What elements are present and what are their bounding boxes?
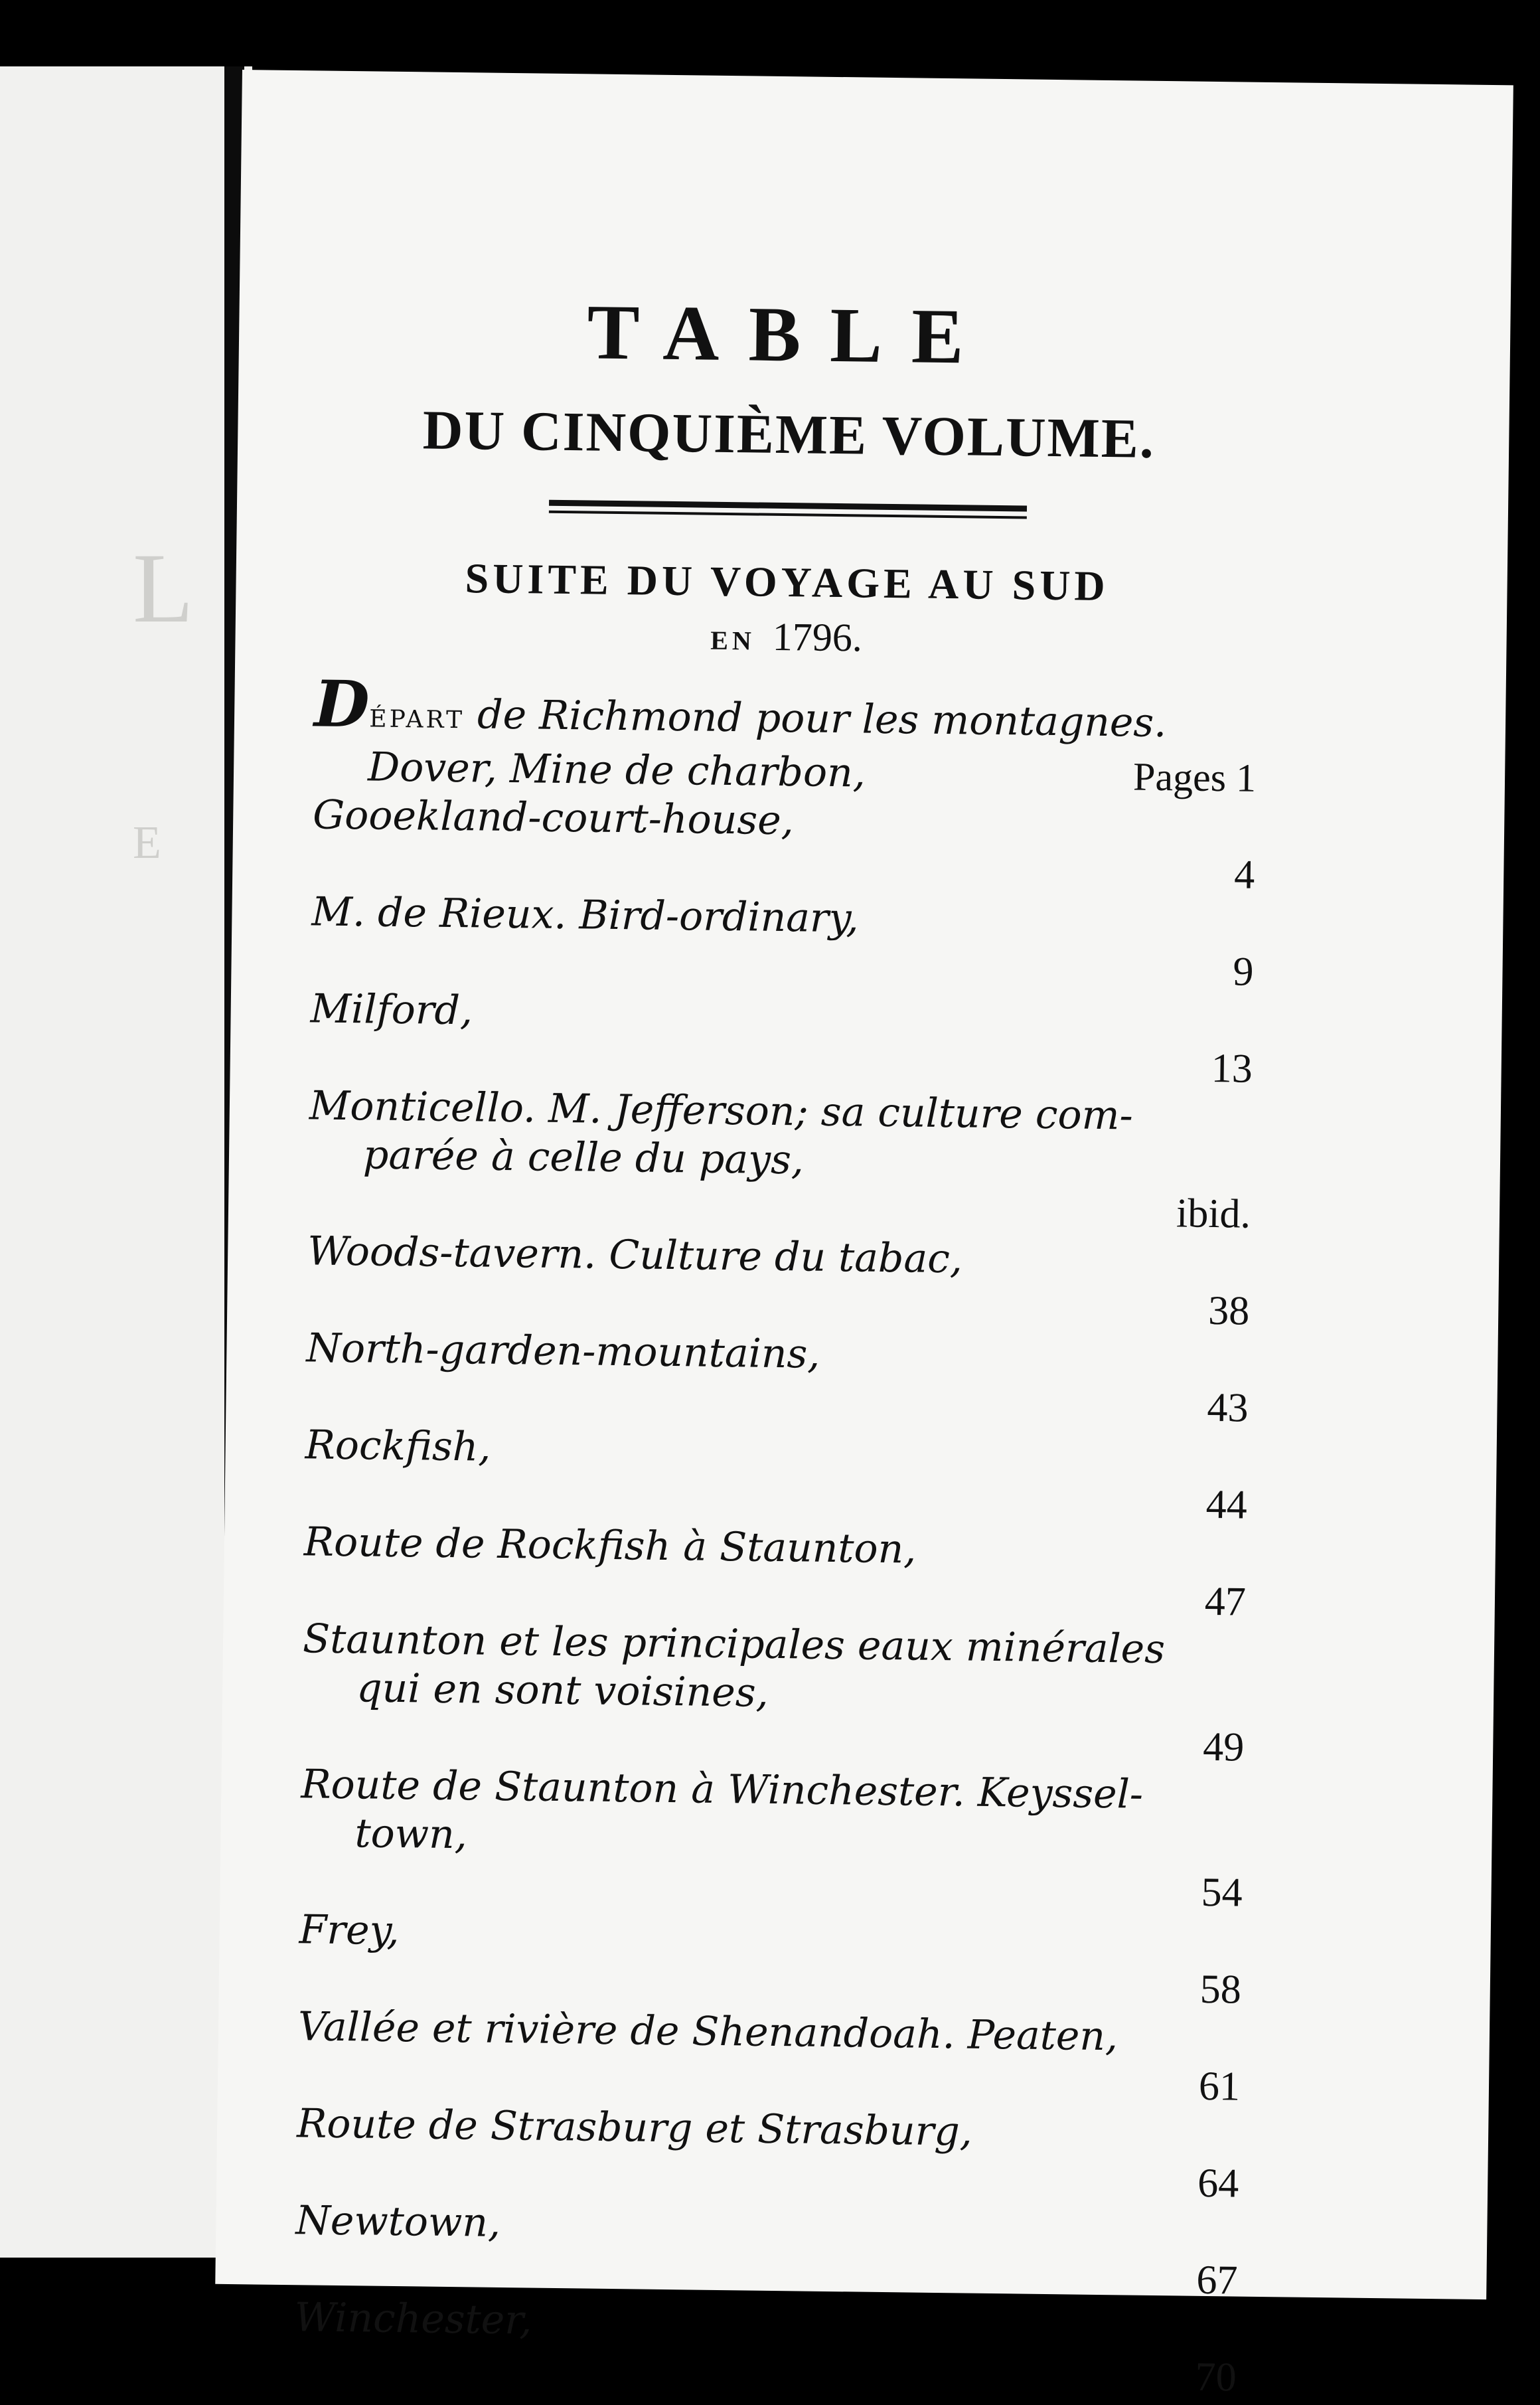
section-year-prefix: EN	[710, 625, 756, 656]
toc-entry	[305, 1324, 1249, 1432]
toc-entry	[307, 1227, 1251, 1335]
entry-text: Newtown,	[295, 2197, 501, 2246]
page-number: 58	[1199, 1966, 1242, 2013]
entry-text: Route de Rockfish à Staunton,	[303, 1519, 917, 1573]
toc-entry	[312, 791, 1256, 899]
entry-text: North-garden-mountains,	[306, 1325, 820, 1378]
book-page	[215, 70, 1513, 2400]
page-value: 1	[1235, 756, 1257, 800]
entry-text: Monticello. M. Jefferson; sa culture com-	[309, 1082, 1134, 1139]
page-number: 38	[1207, 1287, 1250, 1334]
page-number: 43	[1207, 1384, 1249, 1431]
toc-entry	[295, 2197, 1239, 2305]
toc-entry	[299, 1760, 1244, 1917]
small-caps-word: ÉPART	[369, 705, 465, 734]
entry-text: Staunton et les principales eaux minérales	[302, 1616, 1166, 1673]
entry-text: Rockfish,	[305, 1422, 491, 1471]
entry-line	[313, 666, 1257, 754]
page-title: TABLE	[586, 288, 994, 380]
toc-entry-first	[313, 666, 1257, 802]
entry-text: Winchester,	[294, 2294, 532, 2344]
toc-entry	[304, 1421, 1248, 1529]
page-number: 49	[1202, 1724, 1245, 1770]
bleed-through-glyph: E	[133, 817, 161, 869]
page-number: 70	[1195, 2354, 1237, 2400]
entry-container	[293, 791, 1255, 2402]
pages-label: Pages	[1132, 754, 1227, 800]
page-number: 44	[1205, 1481, 1248, 1528]
entry-text: de Richmond pour les montagnes.	[464, 691, 1167, 747]
entry-text: Milford,	[310, 985, 473, 1035]
page-number: 64	[1197, 2160, 1239, 2206]
double-rule-divider	[549, 500, 1027, 525]
entry-text: parée à celle du pays,	[362, 1131, 805, 1184]
entry-text: Vallée et rivière de Shenandoah. Peaten,	[297, 2003, 1118, 2060]
entry-list	[293, 666, 1257, 2402]
page-number: 54	[1201, 1869, 1243, 1916]
entry-text: M. de Rieux. Bird-ordinary,	[311, 888, 860, 942]
section-year-value: 1796.	[772, 614, 863, 660]
entry-text: Woods-tavern. Culture du tabac,	[307, 1228, 963, 1283]
toc-entry	[298, 1906, 1242, 2014]
page-number: 13	[1211, 1045, 1253, 1092]
entry-text: Frey,	[299, 1906, 400, 1955]
bleed-through-glyph: L	[133, 533, 194, 643]
entry-text: Gooekland-court-house,	[312, 791, 795, 845]
entry-text: town,	[354, 1810, 468, 1859]
page-number: 9	[1233, 949, 1254, 995]
toc-entry	[297, 2003, 1241, 2111]
table-of-contents	[293, 290, 1262, 2402]
drop-cap: D	[313, 666, 370, 742]
page-number: 47	[1204, 1578, 1247, 1625]
entry-text: Route de Strasburg et Strasburg,	[296, 2100, 973, 2155]
toc-entry	[311, 888, 1255, 996]
page-number: ibid.	[1176, 1191, 1251, 1237]
page-number: 67	[1196, 2257, 1238, 2303]
toc-entry	[293, 2293, 1237, 2402]
entry-text: Route de Staunton à Winchester. Keyssel-	[301, 1761, 1144, 1818]
page-number	[1133, 752, 1257, 802]
toc-entry	[301, 1615, 1246, 1772]
toc-entry	[309, 985, 1253, 1093]
entry-text: Dover, Mine de charbon,	[367, 744, 866, 797]
facing-page-edge	[0, 66, 252, 2258]
section-year	[315, 611, 1258, 662]
toc-entry	[308, 1082, 1253, 1238]
section-heading: SUITE DU VOYAGE AU SUD	[465, 554, 1110, 610]
toc-entry	[296, 2100, 1240, 2208]
entry-text: qui en sont voisines,	[356, 1665, 769, 1716]
toc-entry	[303, 1518, 1247, 1626]
page-subtitle: DU CINQUIÈME VOLUME.	[422, 399, 1156, 470]
page-number: 4	[1233, 852, 1255, 898]
page-number: 61	[1198, 2063, 1241, 2110]
